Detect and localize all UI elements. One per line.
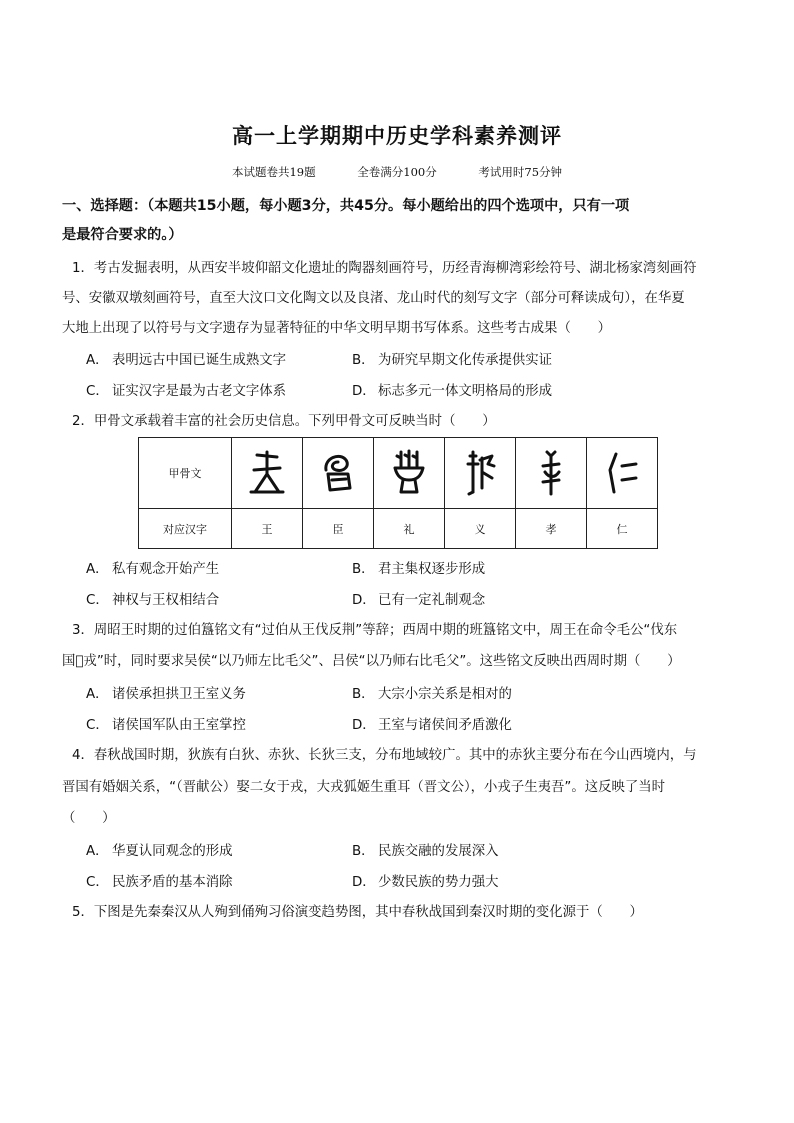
glyph-character: 臣 — [303, 509, 374, 549]
oracle-glyph-cell — [516, 438, 587, 509]
oracle-bone-table — [138, 437, 658, 549]
question-2-option-c[interactable]: C． 神权与王权相结合 — [86, 593, 220, 608]
oracle-ren-icon — [600, 448, 644, 498]
question-3-text: 3．周昭王时期的过伯簋铭文有“过伯从王伐反荆”等辞；西周中期的班簋铭文中，周王在命令毛公“伐东 — [72, 623, 678, 638]
question-2-option-d[interactable]: D． 已有一定礼制观念 — [352, 593, 486, 608]
question-3-option-a[interactable]: A． 诸侯承担拱卫王室义务 — [86, 687, 246, 702]
question-count: 本试题卷共19题 — [231, 165, 316, 179]
oracle-glyph-cell — [587, 438, 658, 509]
exam-title: 高一上学期期中历史学科素养测评 — [232, 124, 562, 148]
oracle-wang-icon — [245, 448, 289, 498]
question-2-option-a[interactable]: A． 私有观念开始产生 — [86, 562, 220, 577]
table-header-chinese: 对应汉字 — [139, 509, 232, 549]
glyph-character: 礼 — [374, 509, 445, 549]
question-1-option-d[interactable]: D． 标志多元一体文明格局的形成 — [352, 384, 553, 399]
time-limit: 考试用时75分钟 — [478, 165, 563, 179]
question-4-text: （ ） — [62, 811, 116, 826]
question-1-text: 号、安徽双墩刻画符号，直至大汶口文化陶文以及良渚、龙山时代的刻写文字（部分可释读成句），在华夏 — [62, 291, 685, 306]
question-3-option-c[interactable]: C． 诸侯国军队由王室掌控 — [86, 718, 246, 733]
exam-meta — [0, 164, 794, 180]
oracle-yi-icon — [458, 448, 502, 498]
question-1-option-c[interactable]: C． 证实汉字是最为古老文字体系 — [86, 384, 287, 399]
question-1-option-b[interactable]: B． 为研究早期文化传承提供实证 — [352, 353, 553, 368]
question-1-text: 大地上出现了以符号与文字遗存为显著特征的中华文明早期书写体系。这些考古成果（ ） — [62, 321, 612, 336]
oracle-glyph-cell — [374, 438, 445, 509]
oracle-glyph-cell — [232, 438, 303, 509]
question-3-text: 国𤞷戎”时，同时要求吴侯“以乃师左比毛父”、吕侯“以乃师右比毛父”。这些铭文反映出西周时期（ ） — [62, 654, 681, 669]
oracle-li-icon — [387, 448, 431, 498]
table-header-oracle: 甲骨文 — [139, 438, 232, 509]
oracle-glyph-cell — [445, 438, 516, 509]
question-4-text: 4．春秋战国时期，狄族有白狄、赤狄、长狄三支，分布地域较广。其中的赤狄主要分布在今山西境内，与 — [72, 748, 697, 763]
glyph-character: 义 — [445, 509, 516, 549]
glyph-character: 孝 — [516, 509, 587, 549]
section-heading-cont: 是最符合要求的。） — [62, 227, 183, 243]
oracle-chen-icon — [316, 448, 360, 498]
question-1-text: 1．考古发掘表明，从西安半坡仰韶文化遗址的陶器刻画符号，历经青海柳湾彩绘符号、湖北杨家湾刻画符 — [72, 261, 697, 276]
question-4-text: 晋国有婚姻关系，“（晋献公）娶二女于戎，大戎狐姬生重耳（晋文公），小戎子生夷吾”。这反映了当时 — [62, 780, 666, 795]
section-heading: 一、选择题：（本题共15小题，每小题3分，共45分。每小题给出的四个选项中，只有一项 — [62, 198, 630, 214]
glyph-character: 仁 — [587, 509, 658, 549]
total-score: 全卷满分100分 — [357, 165, 437, 179]
question-3-option-b[interactable]: B． 大宗小宗关系是相对的 — [352, 687, 512, 702]
question-2-text: 2．甲骨文承载着丰富的社会历史信息。下列甲骨文可反映当时（ ） — [72, 414, 496, 429]
glyph-character: 王 — [232, 509, 303, 549]
question-4-option-c[interactable]: C． 民族矛盾的基本消除 — [86, 875, 233, 890]
question-4-option-a[interactable]: A． 华夏认同观念的形成 — [86, 844, 233, 859]
question-1-option-a[interactable]: A． 表明远古中国已诞生成熟文字 — [86, 353, 287, 368]
oracle-glyph-cell — [303, 438, 374, 509]
question-4-option-b[interactable]: B． 民族交融的发展深入 — [352, 844, 499, 859]
question-4-option-d[interactable]: D． 少数民族的势力强大 — [352, 875, 499, 890]
question-5-text: 5．下图是先秦秦汉从人殉到俑殉习俗演变趋势图，其中春秋战国到秦汉时期的变化源于（ ） — [72, 905, 643, 920]
question-2-option-b[interactable]: B． 君主集权逐步形成 — [352, 562, 486, 577]
oracle-xiao-icon — [529, 448, 573, 498]
question-3-option-d[interactable]: D． 王室与诸侯间矛盾激化 — [352, 718, 512, 733]
